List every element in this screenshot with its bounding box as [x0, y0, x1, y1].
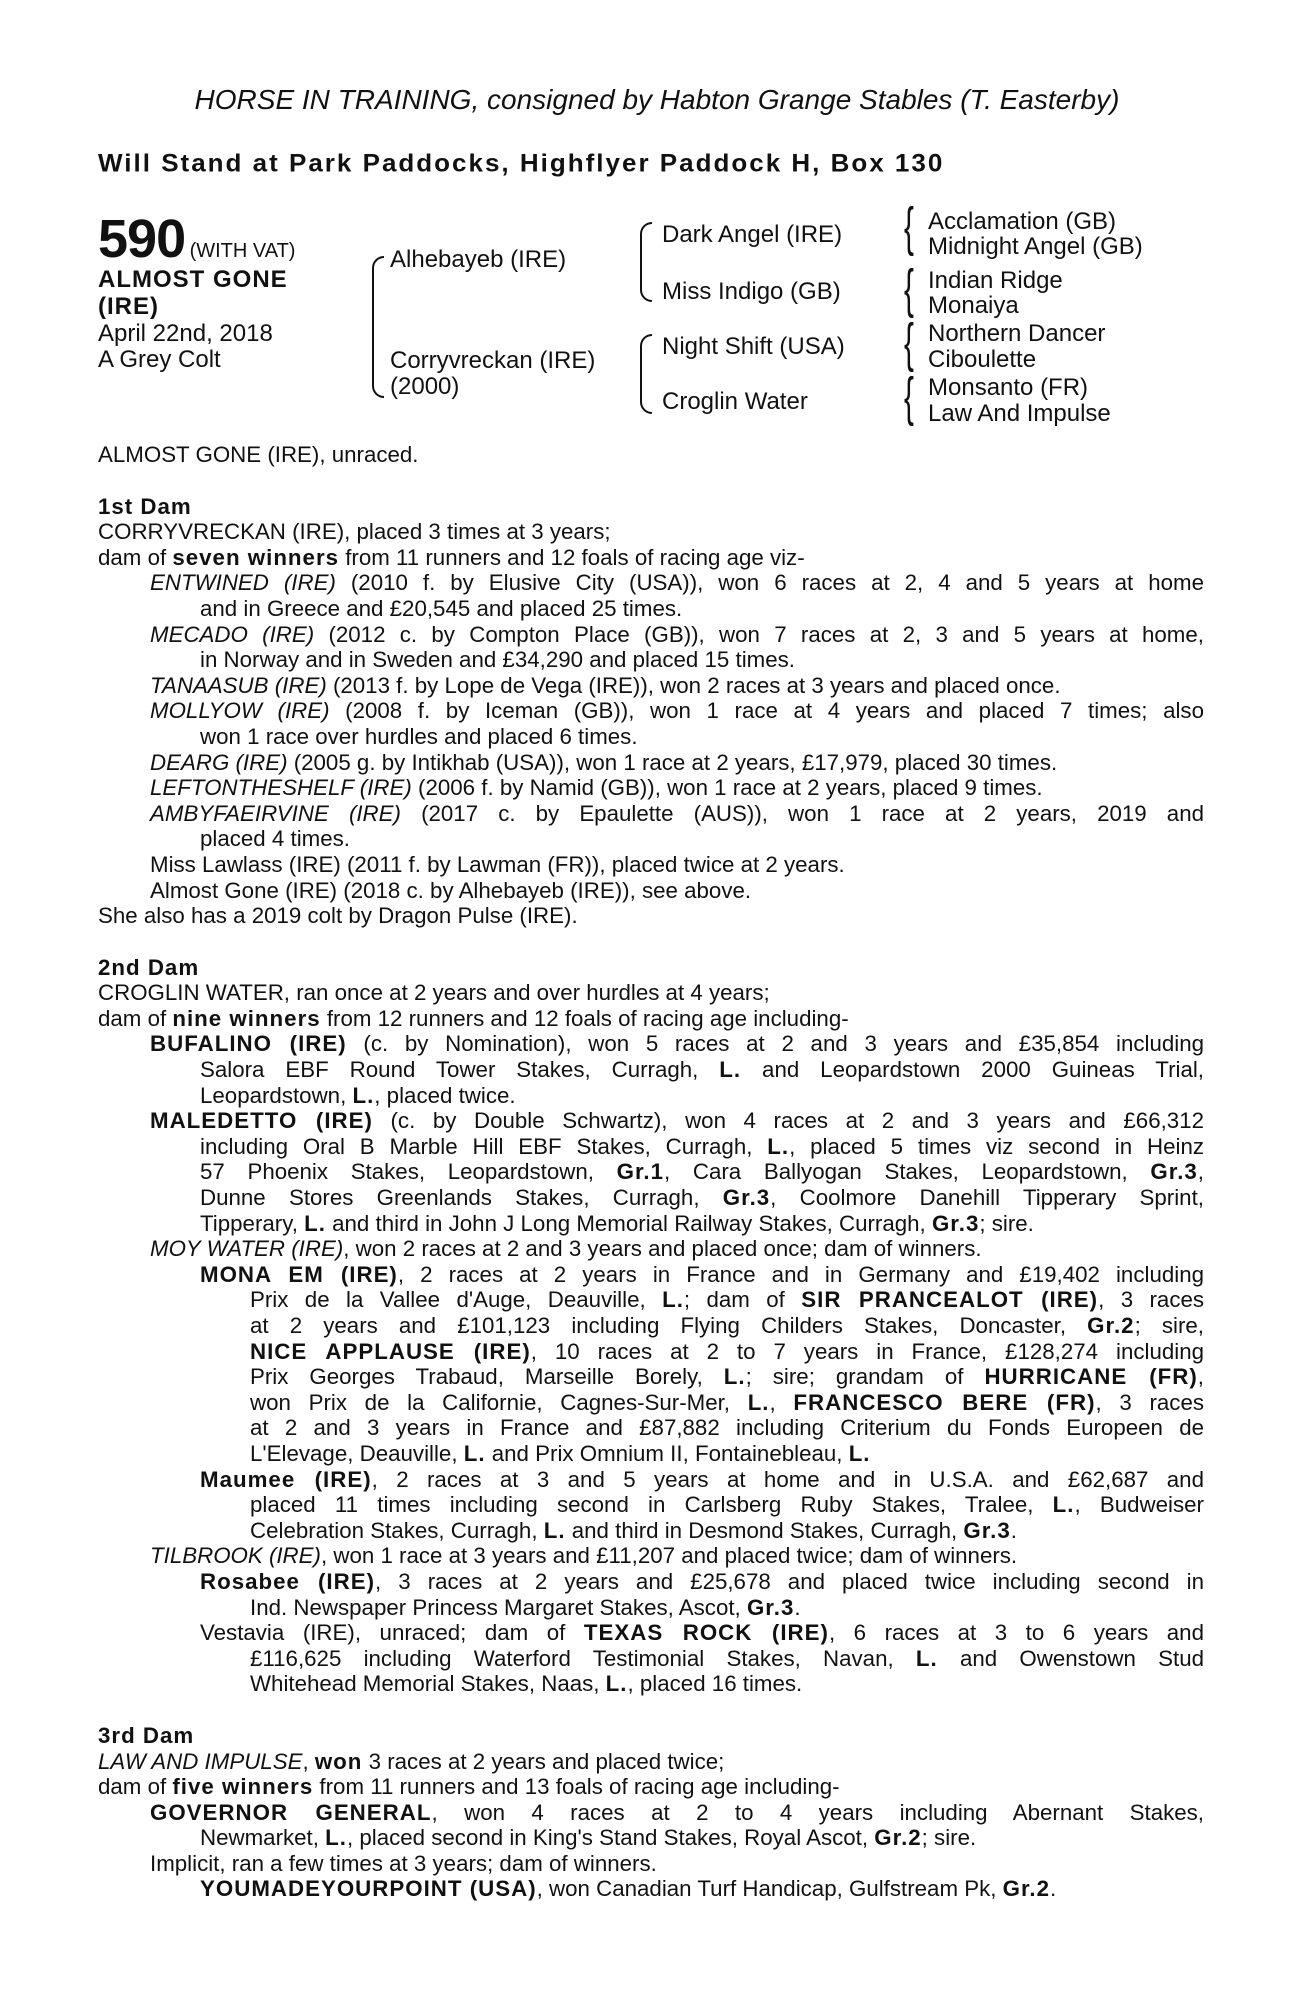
- third-dam-heading: 3rd Dam: [98, 1722, 195, 1748]
- mecado-entry-cont: in Norway and in Sweden and £34,290 and placed 15 times.: [200, 647, 795, 673]
- second-dam-line: CROGLIN WATER, ran once at 2 years and over hurdles at 4 years;: [98, 980, 770, 1006]
- mona-em-cont7: L'Elevage, Deauville, L. and Prix Omnium II, Fontainebleau, L.: [250, 1440, 871, 1466]
- maledetto-entry-cont4: Tipperary, L. and third in John J Long Memorial Railway Stakes, Curragh, Gr.3; sire.: [200, 1210, 1034, 1236]
- implicit-entry: Implicit, ran a few times at 3 years; dam of winners.: [150, 1850, 657, 1876]
- rosabee-cont: Ind. Newspaper Princess Margaret Stakes, Ascot, Gr.3.: [250, 1594, 801, 1620]
- ggp-7: Monsanto (FR): [928, 374, 1089, 401]
- maledetto-entry-cont1: including Oral B Marble Hill EBF Stakes, Curragh, L., placed 5 times viz second in Heinz: [200, 1133, 1204, 1159]
- ggp-brace-1: {: [904, 197, 914, 257]
- mona-em-entry: MONA EM (IRE), 2 races at 2 years in France and in Germany and £19,402 including: [200, 1261, 1204, 1287]
- maledetto-entry-cont2: 57 Phoenix Stakes, Leopardstown, Gr.1, Cara Ballyogan Stakes, Leopardstown, Gr.3,: [200, 1159, 1204, 1185]
- rosabee-entry: Rosabee (IRE), 3 races at 2 years and £25,678 and placed twice including second in: [200, 1568, 1204, 1594]
- tilbrook-entry: TILBROOK (IRE), won 1 race at 3 years and £11,207 and placed twice; dam of winners.: [150, 1543, 1018, 1569]
- mona-em-cont5: won Prix de la Californie, Cagnes-Sur-Mer, L., FRANCESCO BERE (FR), 3 races: [250, 1389, 1204, 1415]
- entwined-entry-cont: and in Greece and £20,545 and placed 25 times.: [200, 595, 683, 621]
- ggp-brace-2: {: [904, 259, 914, 319]
- foaling-date: April 22nd, 2018: [98, 320, 273, 347]
- leftontheshelf-entry: LEFTONTHESHELF (IRE) (2006 f. by Namid (GB)), won 1 race at 2 years, placed 9 times.: [150, 775, 1043, 801]
- bufalino-entry-cont2: Leopardstown, L., placed twice.: [200, 1082, 516, 1108]
- stabling-location: Will Stand at Park Paddocks, Highflyer Paddock H, Box 130: [98, 148, 945, 178]
- dam1-foal-note: She also has a 2019 colt by Dragon Pulse (IRE).: [98, 903, 578, 929]
- first-dam-heading: 1st Dam: [98, 493, 192, 519]
- bufalino-entry: BUFALINO (IRE) (c. by Nomination), won 5 races at 2 and 3 years and £35,854 including: [150, 1031, 1205, 1057]
- consignor-title: HORSE IN TRAINING, consigned by Habton Grange Stables (T. Easterby): [194, 84, 1120, 115]
- intro-line: ALMOST GONE (IRE), unraced.: [98, 442, 419, 467]
- ggp-3: Indian Ridge: [928, 267, 1063, 294]
- ggp-5: Northern Dancer: [928, 320, 1106, 347]
- produce-record: [98, 442, 1204, 1902]
- sire-dam: Miss Indigo (GB): [662, 278, 841, 305]
- governor-general-cont: Newmarket, L., placed second in King's Stand Stakes, Royal Ascot, Gr.2; sire.: [200, 1825, 977, 1851]
- first-dam-produce: dam of seven winners from 11 runners and 12 foals of racing age viz-: [98, 544, 805, 570]
- sire-sire: Dark Angel (IRE): [662, 221, 843, 248]
- dam-dam: Croglin Water: [662, 388, 808, 415]
- mollyow-entry: MOLLYOW (IRE) (2008 f. by Iceman (GB)), won 1 race at 4 years and placed 7 times; also: [150, 698, 1204, 724]
- ggp-6: Ciboulette: [928, 346, 1037, 373]
- third-dam-produce: dam of five winners from 11 runners and 13 foals of racing age including-: [98, 1774, 840, 1800]
- ambyfaeirvine-entry: AMBYFAEIRVINE (IRE) (2017 c. by Epaulette (AUS)), won 1 race at 2 years, 2019 and: [150, 800, 1205, 826]
- ggp-2: Midnight Angel (GB): [928, 233, 1143, 260]
- mona-em-cont1: Prix de la Vallee d'Auge, Deauville, L.; dam of SIR PRANCEALOT (IRE), 3 races: [250, 1287, 1205, 1313]
- horse-name: ALMOST GONE: [98, 266, 288, 293]
- maumee-cont1: placed 11 times including second in Carlsberg Ruby Stakes, Tralee, L., Budweiser: [250, 1492, 1204, 1518]
- tanaasub-entry: TANAASUB (IRE) (2013 f. by Lope de Vega (IRE)), won 2 races at 3 years and placed once.: [150, 672, 1061, 698]
- sire: Alhebayeb (IRE): [390, 246, 567, 273]
- vestavia-entry: Vestavia (IRE), unraced; dam of TEXAS ROCK (IRE), 6 races at 3 to 6 years and: [200, 1620, 1204, 1646]
- third-dam-line: LAW AND IMPULSE, won 3 races at 2 years and placed twice;: [98, 1748, 725, 1774]
- entwined-entry: ENTWINED (IRE) (2010 f. by Elusive City (USA)), won 6 races at 2, 4 and 5 years at home: [150, 570, 1204, 596]
- mollyow-entry-cont: won 1 race over hurdles and placed 6 times.: [200, 723, 638, 749]
- maumee-entry: Maumee (IRE), 2 races at 3 and 5 years at home and in U.S.A. and £62,687 and: [200, 1466, 1204, 1492]
- maledetto-entry: MALEDETTO (IRE) (c. by Double Schwartz), won 4 races at 2 and 3 years and £66,312: [150, 1108, 1204, 1134]
- miss-lawlass-entry: Miss Lawlass (IRE) (2011 f. by Lawman (FR)), placed twice at 2 years.: [150, 851, 845, 877]
- horse-name-suffix: (IRE): [98, 293, 159, 320]
- youmadeyourpoint-entry: YOUMADEYOURPOINT (USA), won Canadian Turf Handicap, Gulfstream Pk, Gr.2.: [200, 1876, 1057, 1902]
- ggp-brace-4: {: [904, 367, 914, 427]
- maumee-cont2: Celebration Stakes, Curragh, L. and third in Desmond Stakes, Curragh, Gr.3.: [250, 1517, 1017, 1543]
- ambyfaeirvine-entry-cont: placed 4 times.: [200, 826, 350, 852]
- dearg-entry: DEARG (IRE) (2005 g. by Intikhab (USA)), won 1 race at 2 years, £17,979, placed 30 times.: [150, 749, 1058, 775]
- ggp-brace-3: {: [904, 313, 914, 373]
- dam: Corryvreckan (IRE): [390, 347, 596, 374]
- ggp-4: Monaiya: [928, 292, 1019, 319]
- dam-sire: Night Shift (USA): [662, 333, 845, 360]
- vestavia-cont2: Whitehead Memorial Stakes, Naas, L., placed 16 times.: [250, 1671, 803, 1697]
- lot-number-line: [98, 208, 295, 270]
- mecado-entry: MECADO (IRE) (2012 c. by Compton Place (GB)), won 7 races at 2, 3 and 5 years at home,: [150, 621, 1204, 647]
- horse-description: A Grey Colt: [98, 346, 221, 373]
- second-dam-heading: 2nd Dam: [98, 954, 200, 980]
- bufalino-entry-cont1: Salora EBF Round Tower Stakes, Curragh, L. and Leopardstown 2000 Guineas Trial,: [200, 1057, 1204, 1083]
- maledetto-entry-cont3: Dunne Stores Greenlands Stakes, Curragh, Gr.3, Coolmore Danehill Tipperary Sprint,: [200, 1185, 1204, 1211]
- dam-bracket: [640, 334, 652, 414]
- first-dam-line: CORRYVRECKAN (IRE), placed 3 times at 3 years;: [98, 519, 611, 545]
- ggp-1: Acclamation (GB): [928, 208, 1117, 235]
- vat-note: (WITH VAT): [189, 240, 296, 262]
- ggp-8: Law And Impulse: [928, 400, 1111, 427]
- dam-year: (2000): [390, 373, 460, 400]
- mona-em-cont2: at 2 years and £101,123 including Flying Childers Stakes, Doncaster, Gr.2; sire,: [250, 1313, 1205, 1338]
- lot-number: 590: [98, 209, 186, 269]
- moy-water-entry: MOY WATER (IRE), won 2 races at 2 and 3 years and placed once; dam of winners.: [150, 1236, 982, 1262]
- pedigree-bracket: [372, 256, 384, 398]
- sire-bracket: [640, 222, 652, 302]
- mona-em-cont3: NICE APPLAUSE (IRE), 10 races at 2 to 7 years in France, £128,274 including: [250, 1338, 1204, 1364]
- second-dam-produce: dam of nine winners from 12 runners and 12 foals of racing age including-: [98, 1005, 849, 1031]
- vestavia-cont1: £116,625 including Waterford Testimonial Stakes, Navan, L. and Owenstown Stud: [250, 1645, 1204, 1671]
- governor-general-entry: GOVERNOR GENERAL, won 4 races at 2 to 4 years including Abernant Stakes,: [150, 1799, 1204, 1825]
- mona-em-cont6: at 2 and 3 years in France and £87,882 including Criterium du Fonds Europeen de: [250, 1415, 1204, 1441]
- almost-gone-entry: Almost Gone (IRE) (2018 c. by Alhebayeb (IRE)), see above.: [150, 877, 752, 903]
- mona-em-cont4: Prix Georges Trabaud, Marseille Borely, L.; sire; grandam of HURRICANE (FR),: [250, 1364, 1204, 1390]
